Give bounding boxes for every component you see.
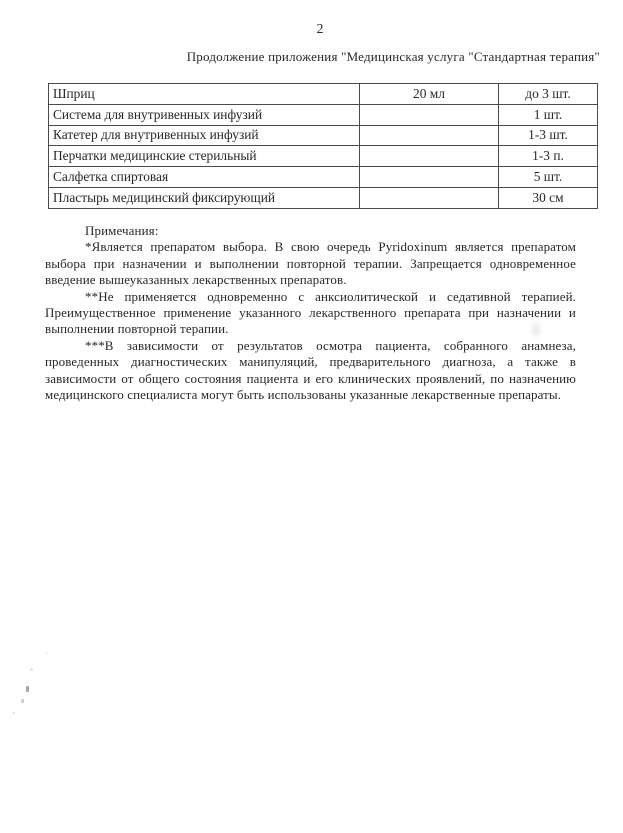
item-name-cell: Пластырь медицинский фиксирующий — [49, 187, 360, 208]
item-qty-cell: до 3 шт. — [499, 84, 598, 105]
notes-line: Преимущественное применение указанного лекарственного препарата при назначении и — [45, 305, 576, 321]
table-row — [49, 104, 598, 125]
notes-heading: Примечания: — [85, 223, 159, 238]
scan-speck — [21, 699, 24, 703]
notes-line: медицинского специалиста могут быть использованы указанные лекарственные препараты. — [45, 387, 562, 403]
item-qty-cell: 1-3 п. — [499, 146, 598, 167]
scan-smudge — [506, 375, 540, 383]
notes-line: выполнении повторной терапии. — [45, 321, 229, 337]
page-number: 2 — [316, 22, 324, 37]
item-dose-cell — [360, 167, 499, 188]
supplies-table — [48, 83, 598, 209]
notes-section — [45, 223, 576, 403]
notes-line: **Не применяется одновременно с анксиолитической и седативной терапией. — [85, 288, 576, 304]
item-dose-cell: 20 мл — [360, 84, 499, 105]
item-qty-cell: 1-3 шт. — [499, 125, 598, 146]
item-dose-cell — [360, 104, 499, 125]
item-name-cell: Система для внутривенных инфузий — [49, 104, 360, 125]
notes-line: ***В зависимости от результатов осмотра пациента, собранного анамнеза, — [85, 337, 576, 353]
table-row — [49, 84, 598, 105]
table-row — [49, 167, 598, 188]
notes-line: *Является препаратом выбора. В свою очередь Pyridoxinum является препаратом — [85, 239, 576, 255]
table-row — [49, 146, 598, 167]
notes-line: проведенных диагностических манипуляций, предварительного диагноза, а также в — [45, 354, 576, 370]
scan-speck — [46, 652, 48, 654]
table-row — [49, 125, 598, 146]
notes-line: зависимости от общего состояния пациента и его клинических проявлений, по назначению — [45, 370, 576, 386]
scan-speck — [26, 686, 29, 692]
item-dose-cell — [360, 187, 499, 208]
item-dose-cell — [360, 125, 499, 146]
item-name-cell: Перчатки медицинские стерильный — [49, 146, 360, 167]
notes-line: выбора при назначении и выполнении повторной терапии. Запрещается одновременное — [45, 255, 576, 271]
item-qty-cell: 1 шт. — [499, 104, 598, 125]
scan-speck — [30, 668, 34, 672]
notes-line: введение вышеуказанных лекарственных препаратов. — [45, 272, 347, 288]
scan-smudge — [528, 320, 544, 340]
scan-speck — [13, 712, 15, 714]
item-name-cell: Шприц — [49, 84, 360, 105]
item-name-cell: Катетер для внутривенных инфузий — [49, 125, 360, 146]
item-name-cell: Салфетка спиртовая — [49, 167, 360, 188]
appendix-caption: Продолжение приложения "Медицинская услуга "Стандартная терапия" — [186, 49, 600, 64]
item-dose-cell — [360, 146, 499, 167]
item-qty-cell: 30 см — [499, 187, 598, 208]
table-row — [49, 187, 598, 208]
item-qty-cell: 5 шт. — [499, 167, 598, 188]
